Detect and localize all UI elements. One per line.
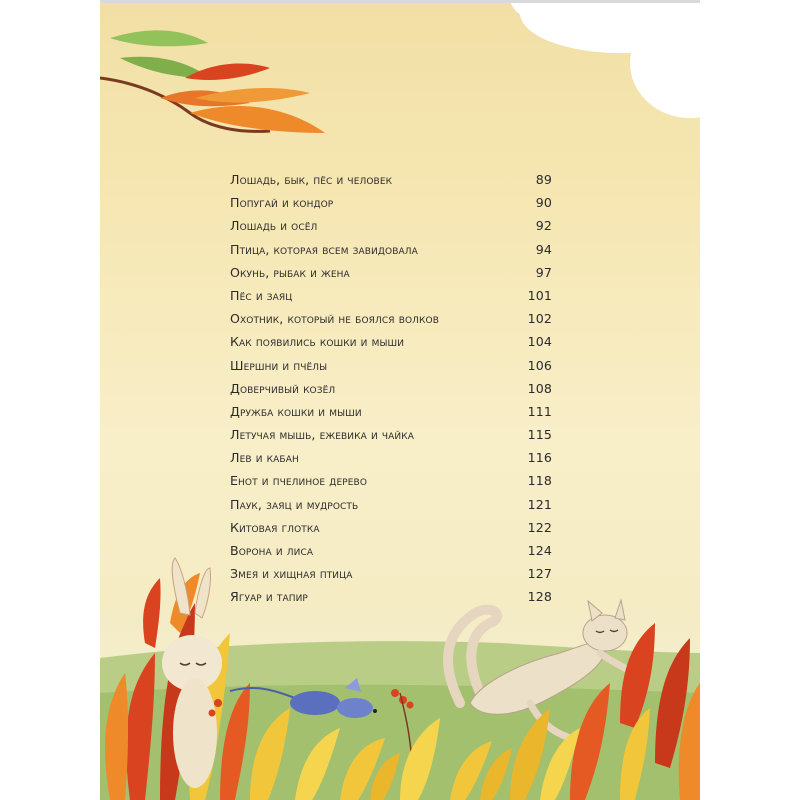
toc-entry-page: 128 — [527, 589, 552, 605]
toc-entry — [230, 540, 552, 563]
toc-entry — [230, 586, 552, 609]
toc-entry-page: 122 — [527, 519, 552, 535]
toc-entry-page: 97 — [535, 264, 552, 280]
toc-entry — [230, 563, 552, 586]
toc-entry-title: Пёс и заяц — [230, 287, 293, 303]
toc-entry-page: 116 — [527, 450, 552, 466]
toc-entry-page: 111 — [527, 403, 552, 419]
toc-entry-page: 115 — [527, 427, 552, 443]
toc-entry — [230, 239, 552, 262]
toc-entry-title: Лошадь и осёл — [230, 218, 318, 234]
toc-entry — [230, 494, 552, 517]
toc-entry-title: Лошадь, бык, пёс и человек — [230, 172, 393, 187]
toc-entry — [230, 169, 552, 192]
toc-entry-title: Змея и хищная птица — [230, 566, 353, 582]
toc-entry-page: 127 — [527, 566, 552, 582]
toc-entry — [230, 308, 552, 331]
toc-entry-page: 124 — [527, 543, 552, 558]
toc-entry-title: Дружба кошки и мыши — [230, 403, 362, 419]
toc-entry — [230, 331, 552, 354]
toc-entry-title: Попугай и кондор — [230, 195, 334, 211]
toc-entry — [230, 470, 552, 493]
toc-entry-page: 118 — [527, 473, 552, 489]
toc-entry — [230, 192, 552, 215]
toc-entry-title: Окунь, рыбак и жена — [230, 264, 350, 280]
toc-entry-title: Летучая мышь, ежевика и чайка — [230, 427, 414, 443]
toc-entry-page: 121 — [527, 496, 552, 512]
toc-entry — [230, 378, 552, 401]
toc-entry — [230, 447, 552, 470]
book-page — [100, 3, 700, 800]
toc-entry-title: Доверчивый козёл — [230, 380, 336, 396]
toc-entry-title: Ворона и лиса — [230, 543, 314, 558]
toc-entry-page: 104 — [527, 334, 552, 350]
toc-entry-title: Шершни и пчёлы — [230, 357, 328, 373]
toc-entry — [230, 215, 552, 238]
toc-entry-title: Лев и кабан — [230, 450, 299, 466]
branch-illustration — [100, 30, 325, 133]
toc-entry-title: Птица, которая всем завидовала — [230, 241, 418, 257]
toc-entry — [230, 517, 552, 540]
toc-entry-title: Ягуар и тапир — [230, 589, 308, 605]
cloud-illustration — [510, 3, 700, 118]
toc-entry-title: Паук, заяц и мудрость — [230, 496, 359, 512]
toc-entry — [230, 424, 552, 447]
toc-entry-page: 90 — [535, 195, 552, 211]
toc-entry-page: 94 — [535, 241, 552, 257]
toc-entry — [230, 262, 552, 285]
toc-entry-page: 92 — [535, 218, 552, 234]
toc-entry-title: Охотник, который не боялся волков — [230, 311, 439, 327]
toc-entry-page: 101 — [527, 287, 552, 303]
toc-entry-title: Енот и пчелиное дерево — [230, 473, 368, 489]
table-of-contents — [230, 169, 552, 610]
toc-entry-title: Китовая глотка — [230, 519, 320, 535]
toc-entry-page: 89 — [535, 172, 552, 187]
toc-entry-page: 108 — [527, 380, 552, 396]
toc-entry — [230, 285, 552, 308]
toc-entry-page: 102 — [527, 311, 552, 327]
toc-entry-title: Как появились кошки и мыши — [230, 334, 405, 350]
toc-entry — [230, 355, 552, 378]
toc-entry-page: 106 — [527, 357, 552, 373]
toc-entry — [230, 401, 552, 424]
